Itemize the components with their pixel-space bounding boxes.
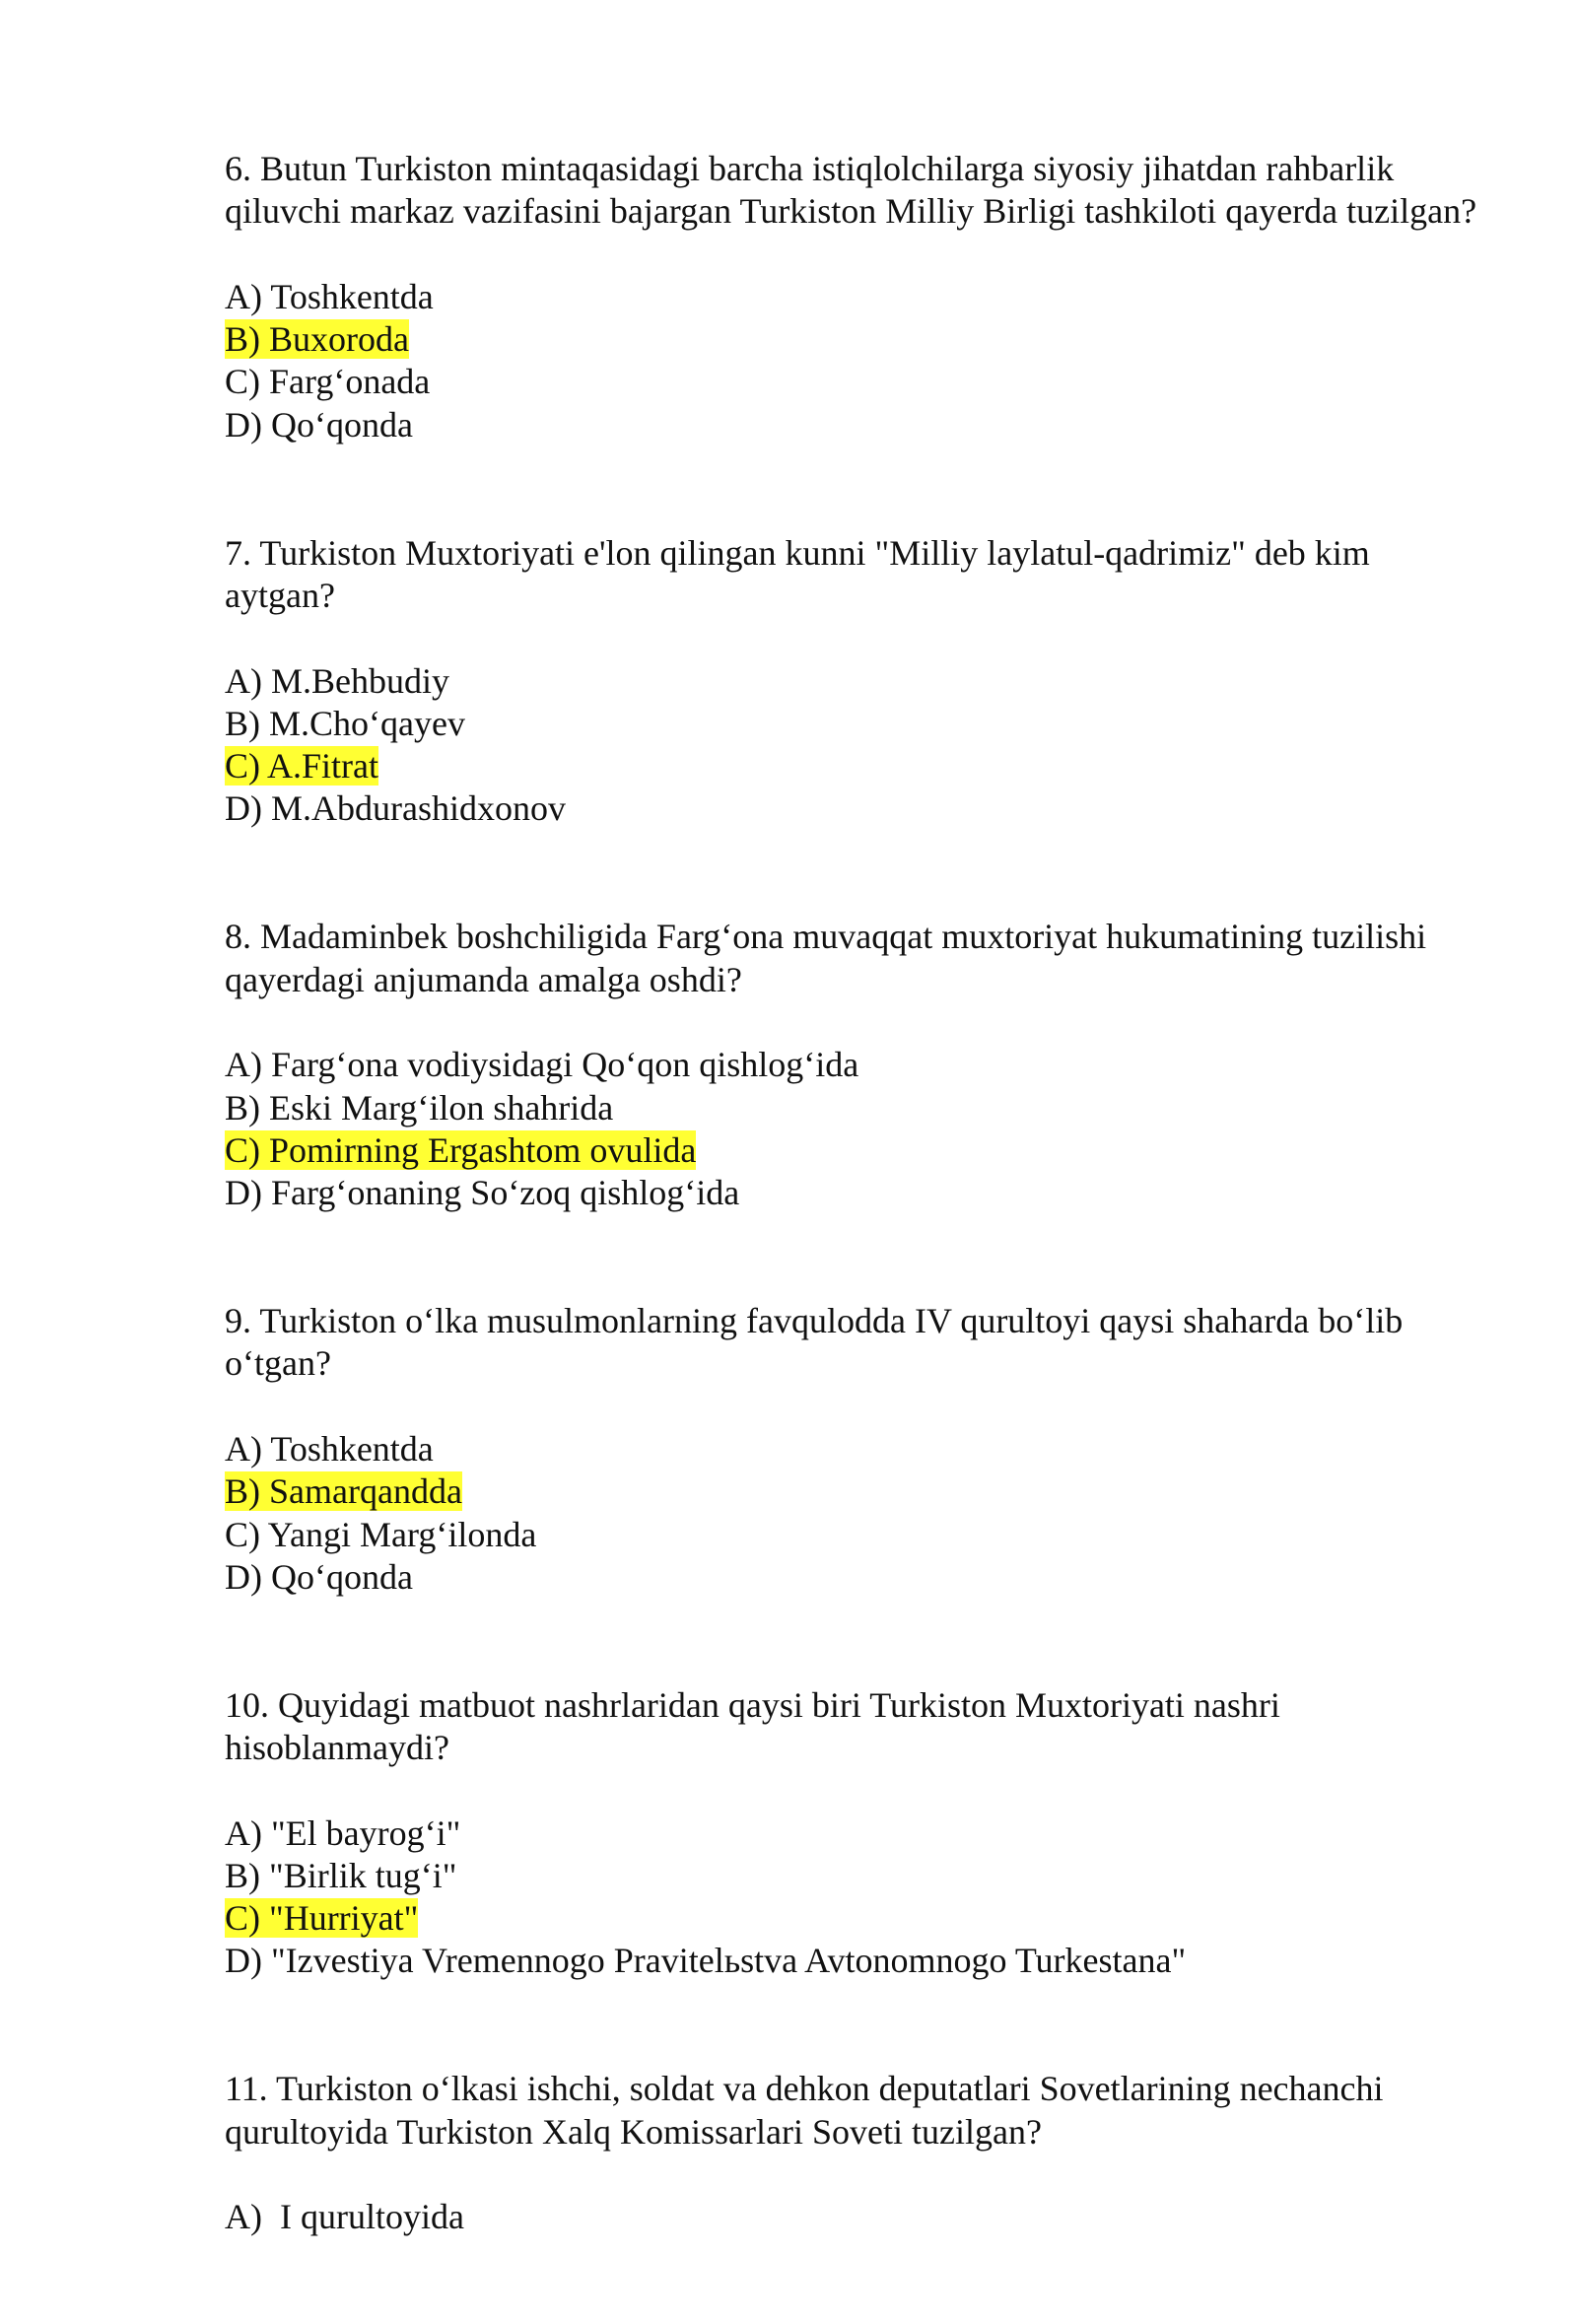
option-list: [225, 660, 1478, 831]
option-text: A) I qurultoyida: [225, 2197, 464, 2237]
option-text: B) M.Cho‘qayev: [225, 703, 465, 743]
option-a: [225, 1428, 1478, 1470]
option-d: [225, 404, 1478, 446]
option-text: A) Toshkentda: [225, 1428, 434, 1469]
option-text: D) M.Abdurashidxonov: [225, 788, 566, 829]
question-text: 7. Turkiston Muxtoriyati e'lon qilingan kunni "Milliy laylatul-qadrimiz" deb kim aytgan?: [225, 532, 1370, 615]
option-text: C) Pomirning Ergashtom ovulida: [225, 1129, 697, 1170]
option-text: D) Qo‘qonda: [225, 404, 413, 444]
option-d: [225, 787, 1478, 830]
question-text: 10. Quyidagi matbuot nashrlaridan qaysi biri Turkiston Muxtoriyati nashri hisoblanmaydi?: [225, 1684, 1280, 1767]
option-text: D) Qo‘qonda: [225, 1556, 413, 1597]
option-text: B) Buxoroda: [225, 319, 409, 360]
option-text: A) Farg‘ona vodiysidagi Qo‘qon qishlog‘ida: [225, 1045, 859, 1085]
question-6: [225, 148, 1478, 446]
option-list: [225, 276, 1478, 446]
option-text: A) "El bayrog‘i": [225, 1812, 461, 1853]
question-text: 9. Turkiston o‘lka musulmonlarning favqulodda IV qurultoyi qaysi shaharda bo‘lib o‘tgan?: [225, 1301, 1404, 1384]
question-9: [225, 1300, 1478, 1599]
option-text: B) Eski Marg‘ilon shahrida: [225, 1087, 614, 1128]
option-a: [225, 276, 1478, 318]
option-d: [225, 1940, 1478, 1982]
option-text: D) "Izvestiya Vremennogo Pravitelьstva Avtonomnogo Turkestana": [225, 1941, 1187, 1981]
question-11: [225, 2068, 1478, 2238]
question-text: 6. Butun Turkiston mintaqasidagi barcha istiqlolchilarga siyosiy jihatdan rahbarlik qiluvchi markaz vazifasini bajargan Turkiston Milliy Birligi tashkiloti qayerda tuzilgan?: [225, 149, 1477, 232]
option-list: [225, 2196, 1478, 2238]
option-list: [225, 1812, 1478, 1983]
option-c: [225, 1129, 1478, 1172]
option-text: C) Farg‘onada: [225, 362, 431, 402]
question-7: [225, 532, 1478, 831]
option-text: A) M.Behbudiy: [225, 660, 449, 701]
option-a: [225, 1812, 1478, 1855]
option-b: [225, 1855, 1478, 1897]
option-b: [225, 703, 1478, 745]
option-a: [225, 1044, 1478, 1086]
option-c: [225, 1897, 1478, 1940]
quiz-page: [225, 148, 1478, 2324]
option-text: D) Farg‘onaning So‘zoq qishlog‘ida: [225, 1173, 740, 1213]
option-b: [225, 318, 1478, 361]
option-c: [225, 1514, 1478, 1556]
option-text: A) Toshkentda: [225, 276, 434, 316]
question-text: 11. Turkiston o‘lkasi ishchi, soldat va dehkon deputatlari Sovetlarining nechanchi qurultoyida Turkiston Xalq Komissarlari Soveti tuzilgan?: [225, 2069, 1384, 2152]
option-a: [225, 660, 1478, 703]
option-text: B) "Birlik tug‘i": [225, 1855, 457, 1895]
question-8: [225, 916, 1478, 1214]
option-list: [225, 1044, 1478, 1214]
option-text: C) "Hurriyat": [225, 1898, 419, 1939]
option-a: [225, 2196, 1478, 2238]
option-c: [225, 361, 1478, 403]
option-text: B) Samarqandda: [225, 1471, 462, 1512]
option-text: C) Yangi Marg‘ilonda: [225, 1514, 537, 1554]
question-10: [225, 1684, 1478, 1983]
option-list: [225, 1428, 1478, 1599]
option-text: C) A.Fitrat: [225, 746, 379, 786]
option-b: [225, 1087, 1478, 1129]
question-text: 8. Madaminbek boshchiligida Farg‘ona muvaqqat muxtoriyat hukumatining tuzilishi qayerdagi anjumanda amalga oshdi?: [225, 917, 1427, 999]
option-b: [225, 1470, 1478, 1513]
option-d: [225, 1172, 1478, 1214]
option-c: [225, 745, 1478, 787]
option-d: [225, 1556, 1478, 1599]
